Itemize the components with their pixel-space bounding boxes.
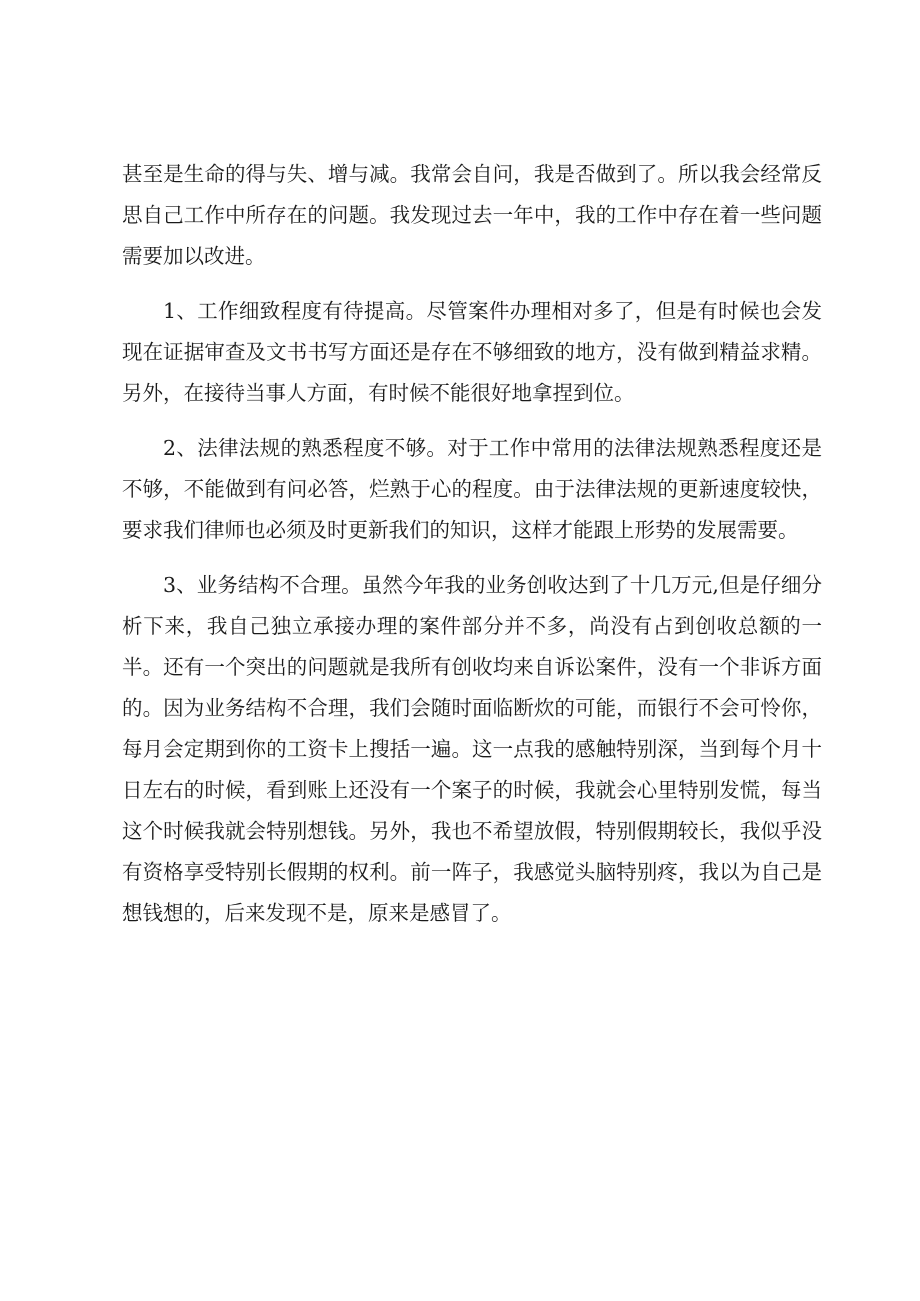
paragraph-continuation: 甚至是生命的得与失、增与减。我常会自问，我是否做到了。所以我会经常反思自己工作中所存在的问题。我发现过去一年中，我的工作中存在着一些问题需要加以改进。 xyxy=(122,162,822,268)
paragraph-item-3: 3、业务结构不合理。虽然今年我的业务创收达到了十几万元,但是仔细分析下来，我自己独立承接办理的案件部分并不多，尚没有占到创收总额的一半。还有一个突出的问题就是我所有创收均来自诉讼案件，没有一个非诉方面的。因为业务结构不合理，我们会随时面临断炊的可能，而银行不会可怜你，每月会定期到你的工资卡上搜括一遍。这一点我的感触特别深，当到每个月十日左右的时候，看到账上还没有一个案子的时候，我就会心里特别发慌，每当这个时候我就会特别想钱。另外，我也不希望放假，特别假期较长，我似乎没有资格享受特别长假期的权利。前一阵子，我感觉头脑特别疼，我以为自己是想钱想的，后来发现不是，原来是感冒了。 xyxy=(122,573,822,925)
paragraph-item-2: 2、法律法规的熟悉程度不够。对于工作中常用的法律法规熟悉程度还是不够，不能做到有问必答，烂熟于心的程度。由于法律法规的更新速度较快，要求我们律师也必须及时更新我们的知识，这样才能跟上形势的发展需要。 xyxy=(122,436,822,542)
paragraph-item-1: 1、工作细致程度有待提高。尽管案件办理相对多了，但是有时候也会发现在证据审查及文书书写方面还是存在不够细致的地方，没有做到精益求精。另外，在接待当事人方面，有时候不能很好地拿捏到位。 xyxy=(122,299,822,405)
document-body xyxy=(122,154,822,948)
